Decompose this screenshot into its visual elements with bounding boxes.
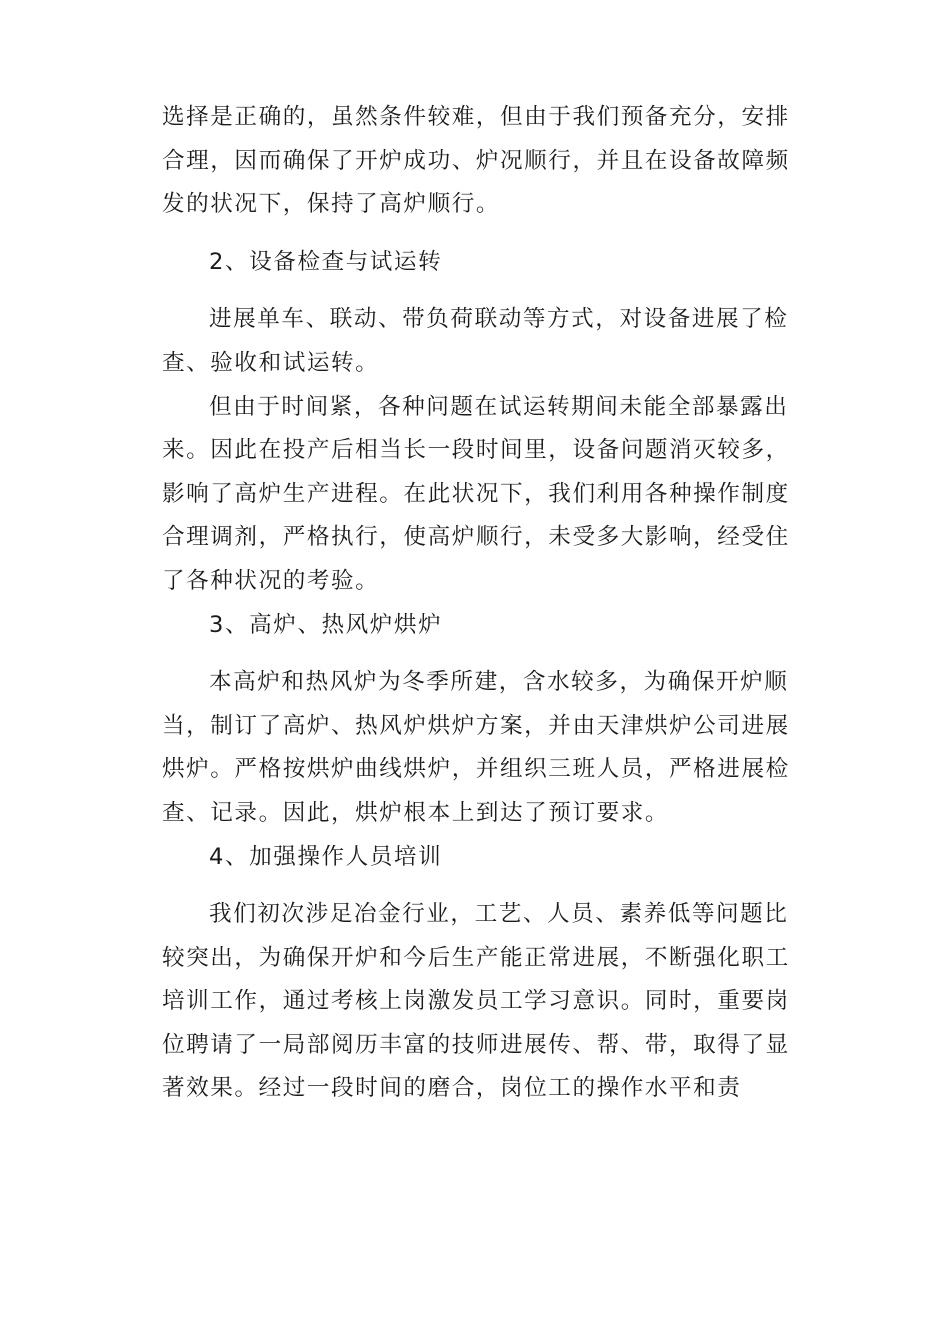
text-line: 了各种状况的考验。 — [162, 567, 380, 594]
section-heading — [162, 836, 784, 880]
text-line: 著效果。经过一段时间的磨合，岗位工的操作水平和责 — [162, 1075, 742, 1102]
text-line: 较突出，为确保开炉和今后生产能正常进展，不断强化职工 — [162, 944, 790, 971]
text-line: 查、验收和试运转。 — [162, 349, 380, 376]
text-line: 当，制订了高炉、热风炉烘炉方案，并由天津烘炉公司进展 — [162, 712, 790, 739]
paragraph — [162, 661, 790, 835]
section-heading — [162, 604, 784, 648]
paragraph — [162, 893, 790, 1111]
section-heading — [162, 241, 784, 285]
paragraph-continuation — [162, 96, 790, 227]
section-heading-text: 4、加强操作人员培训 — [209, 843, 443, 870]
document-body — [162, 96, 790, 1111]
text-line: 影响了高炉生产进程。在此状况下，我们利用各种操作制度 — [162, 480, 790, 507]
text-line: 来。因此在投产后相当长一段时间里，设备问题消灭较多， — [162, 437, 790, 464]
text-line: 我们初次涉足冶金行业，工艺、人员、素养低等问题比 — [209, 901, 789, 928]
text-line: 发的状况下，保持了高炉顺行。 — [162, 191, 501, 218]
text-line: 进展单车、联动、带负荷联动等方式，对设备进展了检 — [209, 306, 789, 333]
text-line: 选择是正确的，虽然条件较难，但由于我们预备充分，安排 — [162, 104, 790, 130]
text-line: 合理，因而确保了开炉成功、炉况顺行，并且在设备故障频 — [162, 147, 790, 174]
text-line: 位聘请了一局部阅历丰富的技师进展传、帮、带，取得了显 — [162, 1031, 790, 1058]
text-line: 烘炉。严格按烘炉曲线烘炉，并组织三班人员，严格进展检 — [162, 756, 790, 783]
text-line: 查、记录。因此，烘炉根本上到达了预订要求。 — [162, 799, 670, 826]
section-heading-text: 2、设备检查与试运转 — [209, 248, 443, 275]
section-heading-text: 3、高炉、热风炉烘炉 — [209, 611, 443, 638]
paragraph — [162, 298, 789, 385]
paragraph — [162, 386, 790, 604]
text-line: 但由于时间紧，各种问题在试运转期间未能全部暴露出 — [209, 393, 789, 420]
text-line: 本高炉和热风炉为冬季所建，含水较多，为确保开炉顺 — [209, 669, 789, 696]
text-line: 培训工作，通过考核上岗激发员工学习意识。同时，重要岗 — [162, 988, 790, 1015]
text-line: 合理调剂，严格执行，使高炉顺行，未受多大影响，经受住 — [162, 524, 790, 551]
